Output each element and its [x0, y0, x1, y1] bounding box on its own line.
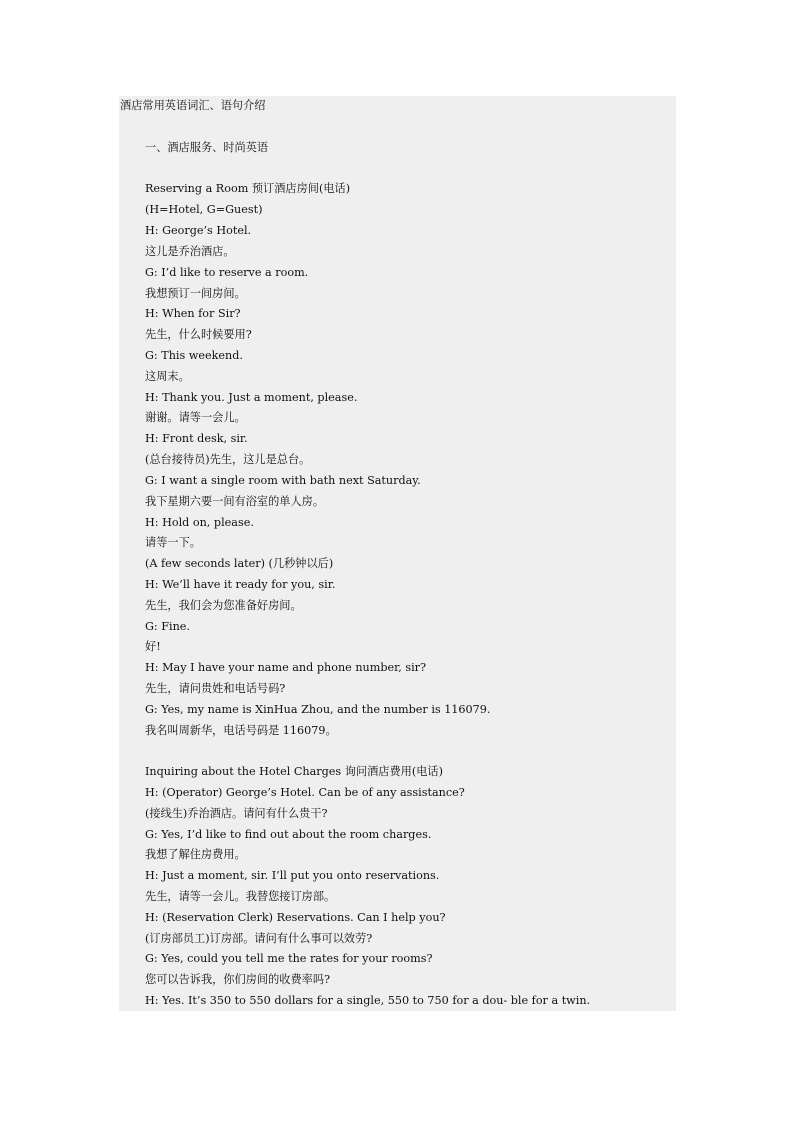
text-line: 先生，我们会为您准备好房间。 [145, 599, 302, 612]
text-line: (订房部员工)订房部。请问有什么事可以效劳? [145, 932, 373, 945]
text-line: H: We’ll have it ready for you, sir. [145, 578, 336, 591]
text-line: 先生，请问贵姓和电话号码? [145, 682, 286, 695]
text-line: G: Yes, my name is XinHua Zhou, and the number is 116079. [145, 703, 491, 716]
text-line: G: This weekend. [145, 349, 243, 362]
text-line: G: Fine. [145, 620, 190, 633]
text-line: G: I’d like to reserve a room. [145, 266, 309, 279]
document-title: 酒店常用英语词汇、语句介绍 [120, 99, 266, 112]
dialogue-heading-charges: Inquiring about the Hotel Charges 询问酒店费用(电话) [145, 765, 443, 778]
text-line: 先生，什么时候要用? [145, 328, 252, 341]
text-line: 好! [145, 640, 161, 653]
text-line: H: (Reservation Clerk) Reservations. Can I help you? [145, 911, 446, 924]
text-line: 谢谢。请等一会儿。 [145, 411, 246, 424]
text-line: 这儿是乔治酒店。 [145, 245, 235, 258]
text-line: H: May I have your name and phone number, sir? [145, 661, 427, 674]
text-line: H: Thank you. Just a moment, please. [145, 391, 358, 404]
text-line: (A few seconds later) (几秒钟以后) [145, 557, 334, 570]
text-line: 我想了解住房费用。 [145, 848, 246, 861]
text-line: 我名叫周新华，电话号码是 116079。 [145, 724, 337, 737]
text-line: H: Just a moment, sir. I’ll put you onto reservations. [145, 869, 440, 882]
text-line: 这周末。 [145, 370, 190, 383]
text-line: 我想预订一间房间。 [145, 287, 246, 300]
text-line: 请等一下。 [145, 536, 201, 549]
section-heading: 一、酒店服务、时尚英语 [145, 141, 269, 154]
text-line: H: George’s Hotel. [145, 224, 252, 237]
text-line: G: I want a single room with bath next Saturday. [145, 474, 421, 487]
dialogue-heading-reserving: Reserving a Room 预订酒店房间(电话) [145, 182, 351, 195]
text-line: H: When for Sir? [145, 307, 241, 320]
text-line: H: Front desk, sir. [145, 432, 248, 445]
text-line: H: Yes. It’s 350 to 550 dollars for a single, 550 to 750 for a dou- ble for a twin. [145, 994, 591, 1007]
text-line: 您可以告诉我，你们房间的收费率吗? [145, 973, 330, 986]
text-line: G: Yes, could you tell me the rates for your rooms? [145, 952, 433, 965]
text-line: H: (Operator) George’s Hotel. Can be of any assistance? [145, 786, 465, 799]
text-line: 我下星期六要一间有浴室的单人房。 [145, 495, 325, 508]
text-line: G: Yes, I’d like to find out about the room charges. [145, 828, 432, 841]
text-line: (H=Hotel, G=Guest) [145, 203, 263, 216]
text-line: 先生，请等一会儿。我替您接订房部。 [145, 890, 336, 903]
text-line: H: Hold on, please. [145, 516, 254, 529]
text-line: (接线生)乔治酒店。请问有什么贵干? [145, 807, 328, 820]
text-line: (总台接待员)先生，这儿是总台。 [145, 453, 311, 466]
